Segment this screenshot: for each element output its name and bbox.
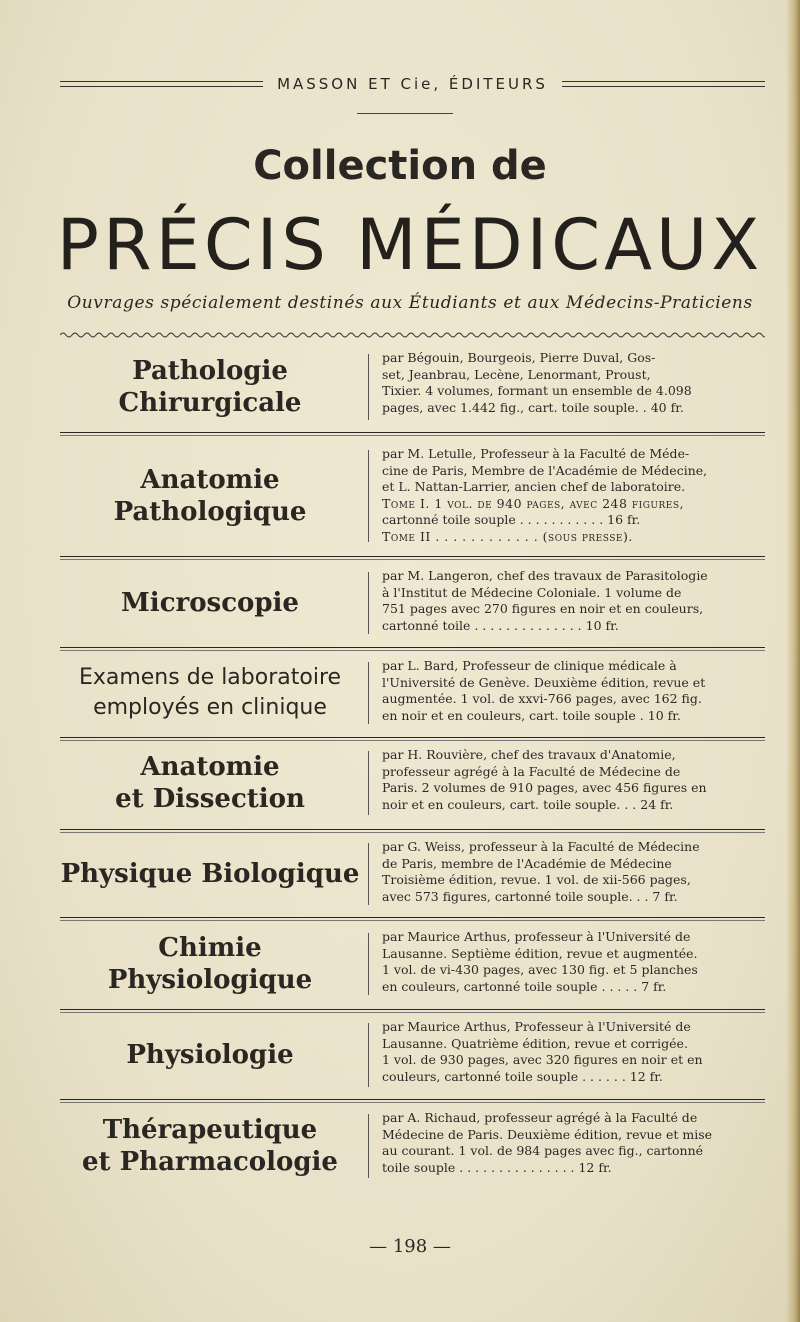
- column-rule: [368, 354, 369, 420]
- description-line: par Maurice Arthus, Professeur à l'Université de: [382, 1019, 691, 1034]
- entry-separator: [60, 556, 765, 557]
- topic-line: Microscopie: [121, 588, 299, 618]
- entry-topic: [60, 440, 360, 552]
- catalogue-entry: [60, 652, 765, 734]
- catalogue-entry: [60, 1013, 765, 1097]
- collection-title: PRÉCIS MÉDICAUX: [56, 204, 764, 286]
- description-line: par M. Langeron, chef des travaux de Parasitologie: [382, 568, 708, 583]
- entry-description: [382, 1110, 765, 1176]
- column-rule: [368, 662, 369, 724]
- description-line: 1 vol. de vi-430 pages, avec 130 fig. et 5 planches: [382, 962, 698, 978]
- entry-separator: [60, 1099, 765, 1100]
- column-rule: [368, 1023, 369, 1087]
- page-edge: [786, 0, 800, 1322]
- description-line: par M. Letulle, Professeur à la Faculté de Méde-: [382, 446, 690, 461]
- description-line: cartonné toile souple . . . . . . . . . . . 16 fr.: [382, 512, 641, 528]
- description-line: couleurs, cartonné toile souple . . . . . . 12 fr.: [382, 1068, 663, 1084]
- description-line: Tome I. 1 vol. de 940 pages, avec 248 figures,: [382, 495, 684, 511]
- description-line: par G. Weiss, professeur à la Faculté de Médecine: [382, 839, 700, 854]
- description-line: à l'Institut de Médecine Coloniale. 1 volume de: [382, 584, 682, 600]
- topic-line: Examens de laboratoire: [78, 665, 342, 690]
- catalogue-entry: [60, 741, 765, 825]
- description-line: 751 pages avec 270 figures en noir et en couleurs,: [382, 601, 704, 617]
- description-line: Tixier. 4 volumes, formant un ensemble de 4.098: [382, 383, 692, 399]
- catalogue-entry: [60, 1104, 765, 1188]
- page-number: — 198 —: [369, 1236, 451, 1257]
- topic-line: Anatomie: [140, 752, 280, 782]
- description-line: en couleurs, cartonné toile souple . . . . . 7 fr.: [382, 978, 667, 994]
- description-line: au courant. 1 vol. de 984 pages avec fig., cartonné: [382, 1143, 704, 1159]
- entry-description: [382, 929, 765, 995]
- entry-separator: [60, 1009, 765, 1010]
- description-line: toile souple . . . . . . . . . . . . . . . 12 fr.: [382, 1159, 612, 1175]
- topic-line: et Dissection: [115, 784, 305, 814]
- entry-separator: [60, 737, 765, 738]
- entry-description: [382, 747, 765, 813]
- description-line: 1 vol. de 930 pages, avec 320 figures en noir et en: [382, 1052, 703, 1068]
- description-line: augmentée. 1 vol. de xxvi-766 pages, avec 162 fig.: [382, 691, 702, 707]
- description-line: Médecine de Paris. Deuxième édition, revue et mise: [382, 1126, 713, 1142]
- entry-description: [382, 446, 765, 546]
- collection-heading: Collection de: [253, 143, 547, 189]
- catalogue-entry: [60, 833, 765, 915]
- entry-topic: [60, 741, 360, 825]
- catalogue-entry: [60, 923, 765, 1005]
- entry-separator: [60, 647, 765, 648]
- description-line: en noir et en couleurs, cart. toile souple . 10 fr.: [382, 707, 681, 723]
- description-line: par Bégouin, Bourgeois, Pierre Duval, Gos-: [382, 350, 656, 365]
- catalogue-entry: [60, 562, 765, 644]
- description-line: par L. Bard, Professeur de clinique médicale à: [382, 658, 677, 673]
- entry-topic: [60, 1104, 360, 1188]
- entry-topic: [60, 344, 360, 430]
- header-short-rule: [357, 113, 453, 114]
- collection-subtitle: Ouvrages spécialement destinés aux Étudiants et aux Médecins-Praticiens: [67, 293, 753, 313]
- column-rule: [368, 751, 369, 815]
- topic-line: Anatomie: [140, 465, 280, 495]
- description-line: pages, avec 1.442 fig., cart. toile souple. . 40 fr.: [382, 399, 684, 415]
- topic-line: employés en clinique: [93, 695, 327, 720]
- catalogue-entry: [60, 440, 765, 552]
- publisher-name: MASSON ET Cie, ÉDITEURS: [277, 75, 548, 93]
- topic-line: Physiologie: [126, 1040, 294, 1070]
- description-line: professeur agrégé à la Faculté de Médecine de: [382, 763, 681, 779]
- description-line: cartonné toile . . . . . . . . . . . . . . 10 fr.: [382, 617, 619, 633]
- entry-separator: [60, 432, 765, 433]
- description-line: par A. Richaud, professeur agrégé à la Faculté de: [382, 1110, 698, 1125]
- description-line: noir et en couleurs, cart. toile souple. . . 24 fr.: [382, 796, 674, 812]
- entry-separator: [60, 917, 765, 918]
- topic-line: Chirurgicale: [118, 388, 302, 418]
- topic-line: Physique Biologique: [60, 859, 360, 889]
- entry-description: [382, 1019, 765, 1085]
- topic-line: Thérapeutique: [102, 1115, 318, 1145]
- description-line: par H. Rouvière, chef des travaux d'Anatomie,: [382, 747, 676, 762]
- entry-topic: [60, 923, 360, 1005]
- column-rule: [368, 1114, 369, 1178]
- description-line: set, Jeanbrau, Lecène, Lenormant, Proust,: [382, 366, 651, 382]
- description-line: Lausanne. Quatrième édition, revue et corrigée.: [382, 1035, 688, 1051]
- topic-line: Physiologique: [107, 965, 313, 995]
- entry-topic: [60, 652, 360, 734]
- topic-line: Pathologique: [113, 497, 307, 527]
- topic-line: et Pharmacologie: [82, 1147, 338, 1177]
- publisher-header: [60, 74, 765, 94]
- header-rule-right: [562, 81, 765, 87]
- entry-topic: [60, 833, 360, 915]
- entry-topic: [60, 1013, 360, 1097]
- entry-topic: [60, 562, 360, 644]
- description-line: Paris. 2 volumes de 910 pages, avec 456 figures en: [382, 780, 707, 796]
- wavy-rule: [60, 330, 765, 340]
- entry-separator: [60, 829, 765, 830]
- entry-description: [382, 839, 765, 905]
- column-rule: [368, 450, 369, 542]
- column-rule: [368, 933, 369, 995]
- description-line: avec 573 figures, cartonné toile souple. . . 7 fr.: [382, 888, 678, 904]
- description-line: par Maurice Arthus, professeur à l'Université de: [382, 929, 691, 944]
- description-line: et L. Nattan-Larrier, ancien chef de laboratoire.: [382, 479, 686, 495]
- entry-description: [382, 568, 765, 634]
- topic-line: Chimie: [158, 933, 262, 963]
- topic-line: Pathologie: [132, 356, 288, 386]
- column-rule: [368, 572, 369, 634]
- description-line: Lausanne. Septième édition, revue et augmentée.: [382, 945, 698, 961]
- entry-description: [382, 658, 765, 724]
- header-rule-left: [60, 81, 263, 87]
- column-rule: [368, 843, 369, 905]
- description-line: de Paris, membre de l'Académie de Médecine: [382, 855, 672, 871]
- catalogue-entry: [60, 344, 765, 430]
- description-line: Tome II . . . . . . . . . . . . (sous presse).: [382, 528, 633, 544]
- description-line: Troisième édition, revue. 1 vol. de xii-566 pages,: [382, 872, 691, 888]
- description-line: cine de Paris, Membre de l'Académie de Médecine,: [382, 462, 708, 478]
- description-line: l'Université de Genève. Deuxième édition, revue et: [382, 674, 706, 690]
- entry-description: [382, 350, 765, 416]
